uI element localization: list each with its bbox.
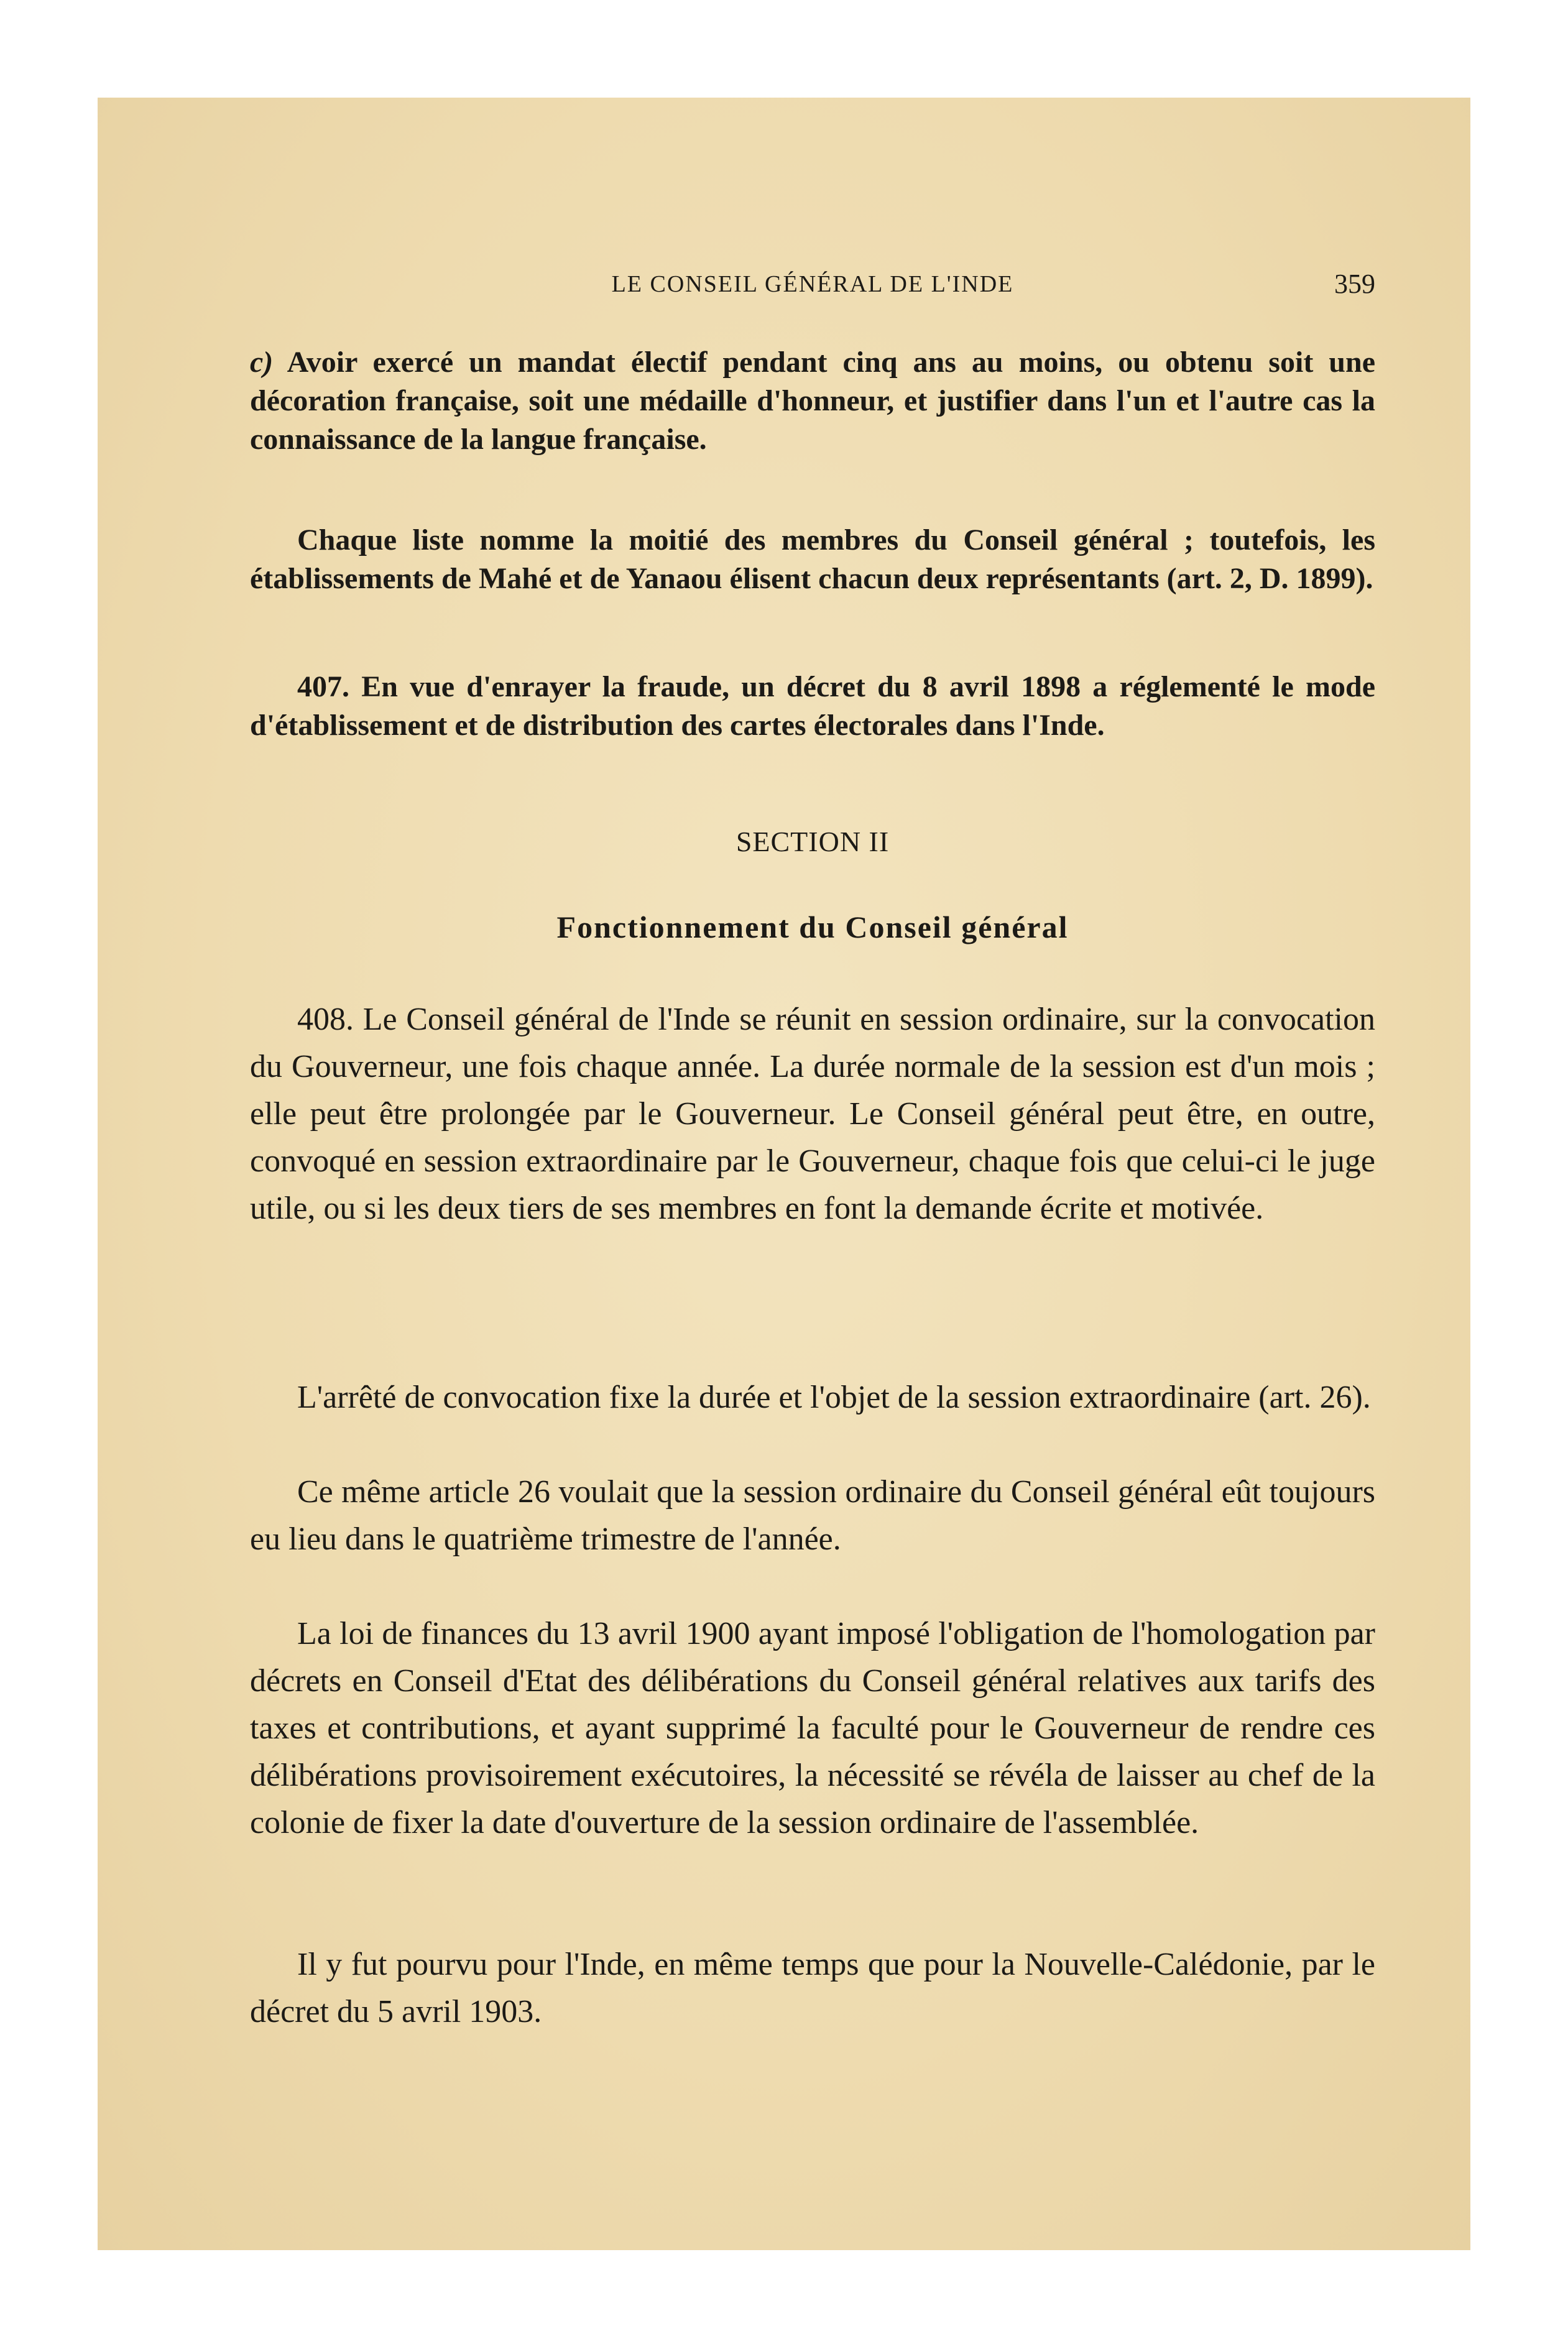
page-header <box>250 265 1375 309</box>
paragraph-407: 407. En vue d'enrayer la fraude, un décret du 8 avril 1898 a réglementé le mode d'établissement et de distribution des cartes électorales dans l'Inde. <box>250 670 1375 742</box>
section-title: SECTION II <box>736 826 890 857</box>
page-number: 359 <box>1334 269 1375 299</box>
item-c-text: Avoir exercé un mandat électif pendant cinq ans au moins, ou obtenu soit une décoration française, soit une médaille d'honneur, et justifier dans l'un et l'autre cas la connaissance de la langue française. <box>250 346 1375 456</box>
paragraph-liste: Chaque liste nomme la moitié des membres du Conseil général ; toutefois, les établissements de Mahé et de Yanaou élisent chacun deux représentants (art. 2, D. 1899). <box>250 524 1375 595</box>
item-c-label: c) <box>250 346 274 379</box>
paragraph-pourvu: Il y fut pourvu pour l'Inde, en même temps que pour la Nouvelle-Calédonie, par le décret du 5 avril 1903. <box>250 1947 1375 2029</box>
paragraph-article-26: Ce même article 26 voulait que la session ordinaire du Conseil général eût toujours eu lieu dans le quatrième trimestre de l'année. <box>250 1474 1375 1557</box>
running-title: LE CONSEIL GÉNÉRAL DE L'INDE <box>611 271 1014 297</box>
section-subtitle: Fonctionnement du Conseil général <box>556 910 1069 944</box>
book-page <box>98 98 1470 2250</box>
paragraph-408: 408. Le Conseil général de l'Inde se réunit en session ordinaire, sur la convocation du Gouverneur, une fois chaque année. La durée normale de la session est d'un mois ; elle peut être prolongée par le Gouverneur. Le Conseil général peut être, en outre, convoqué en session extraordinaire par le Gouverneur, chaque fois que celui-ci le juge utile, ou si les deux tiers de ses membres en font la demande écrite et motivée. <box>250 1002 1375 1226</box>
paragraph-loi-finances: La loi de finances du 13 avril 1900 ayant imposé l'obligation de l'homologation par décrets en Conseil d'Etat des délibérations du Conseil général relatives aux tarifs des taxes et contributions, et ayant supprimé la faculté pour le Gouverneur de rendre ces délibérations provisoirement exécutoires, la nécessité se révéla de laisser au chef de la colonie de fixer la date d'ouverture de la session ordinaire de l'assemblée. <box>250 1616 1375 1840</box>
item-c-paragraph <box>250 343 1375 459</box>
paragraph-arrete: L'arrêté de convocation fixe la durée et l'objet de la session extraordinaire (art. 26). <box>297 1380 1371 1415</box>
